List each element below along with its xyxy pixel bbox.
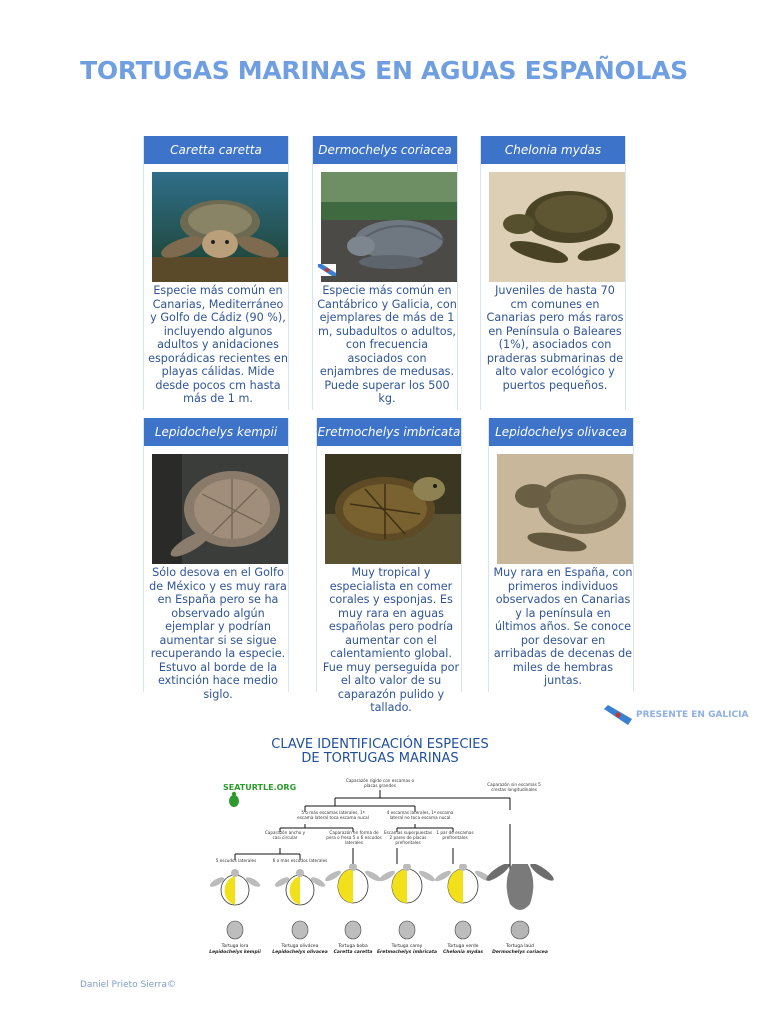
turtle-diagrams — [205, 864, 555, 944]
species-card-eretmochelys — [316, 418, 462, 714]
turtle-diagram-kempii — [209, 869, 262, 939]
species-name: Lepidochelys kempii — [144, 418, 288, 446]
species-card-caretta — [143, 136, 289, 410]
species-name: Lepidochelys olivacea — [489, 418, 633, 446]
seaturtle-logo-text: SEATURTLE.ORG — [223, 783, 297, 792]
turtle-diagram-caretta — [324, 864, 383, 939]
species-card-olivacea — [488, 418, 634, 692]
turtle-photo — [152, 172, 288, 282]
turtle-diagram-chelonia — [434, 864, 493, 939]
turtle-photo — [489, 172, 625, 282]
species-name: Caretta caretta — [144, 136, 288, 164]
species-card-kempii — [143, 418, 289, 701]
key-note-five-lat: 5 escudos laterales — [215, 858, 257, 863]
key-note-heart: Caparazón en forma de pera o fresa 5 o 6 escudos laterales — [326, 830, 382, 845]
key-note-wide: Caparazón ancho y casi circular — [264, 830, 306, 840]
galicia-flag-icon — [604, 705, 632, 725]
key-note-root: Caparazón rígido con escamas o placas grandes — [345, 778, 415, 788]
species-name: Chelonia mydas — [481, 136, 625, 164]
key-note-overlap: Escamas superpuestas 2 pares de placas prefrontales — [383, 830, 433, 845]
species-name: Dermochelys coriacea — [313, 136, 457, 164]
turtle-photo — [321, 172, 457, 282]
turtle-photo — [325, 454, 461, 564]
species-name: Eretmochelys imbricata — [317, 418, 461, 446]
turtle-photo — [152, 454, 288, 564]
key-note-one-pair: 1 par de escamas prefrontales — [436, 830, 474, 840]
species-description: Juveniles de hasta 70 cm comunes en Canarias pero más raros en Península o Baleares (1%), asociados con praderas submarinas de alto valor ecológico y puertos pequeños. — [486, 284, 624, 392]
key-note-four: 4 escamas laterales, 1ª escama lateral no toca escama nucal — [386, 810, 454, 820]
key-note-six-lat: 6 o más escudos laterales — [272, 858, 328, 863]
key-species-label: Tortuga laúd Dermochelys coriacea — [492, 944, 548, 955]
key-note-five-more: 5 o más escamas laterales, 1ª escama lateral toca escama nucal — [297, 810, 369, 820]
turtle-diagram-dermochelys — [484, 864, 555, 939]
galicia-legend-label: PRESENTE EN GALICIA — [636, 710, 749, 720]
key-species-label: Tortuga verde Chelonia mydas — [442, 944, 484, 955]
key-species-label: Tortuga carey Eretmochelys imbricata — [376, 944, 438, 955]
galicia-flag-icon — [318, 264, 336, 276]
species-description: Especie más común en Cantábrico y Galicia, con ejemplares de más de 1 m, subadultos o adultos, con frecuencia asociados con enjambres de medusas. Puede superar los 500 kg. — [317, 284, 457, 405]
key-species-label: Tortuga olivácea Lepidochelys olivacea — [272, 944, 328, 955]
turtle-photo — [497, 454, 633, 564]
species-description: Muy rara en España, con primeros individuos observados en Canarias y la península en últimos años. Se conoce por desovar en arribadas de decenas de miles de hembras juntas. — [493, 566, 633, 687]
turtle-diagram-eretmochelys — [378, 864, 437, 939]
key-species-label: Tortuga boba Caretta caretta — [333, 944, 373, 955]
identification-key — [205, 728, 555, 960]
species-card-dermochelys — [312, 136, 458, 410]
author-credit: Daniel Prieto Sierra© — [80, 980, 176, 990]
key-species-label: Tortuga lora Lepidochelys kempii — [209, 944, 261, 955]
key-title-line2: DE TORTUGAS MARINAS — [301, 751, 459, 766]
species-card-chelonia — [480, 136, 626, 410]
key-note-leather: Caparazón sin escamas 5 crestas longitudinales — [487, 782, 541, 792]
species-description: Sólo desova en el Golfo de México y es muy rara en España pero se ha observado algún ejemplar y podrían aumentar si se sigue recuperando la especie. Estuvo al borde de la extinción hace medio siglo. — [149, 566, 287, 701]
key-title-line1: CLAVE IDENTIFICACIÓN ESPECIES — [271, 737, 489, 752]
page-title: TORTUGAS MARINAS EN AGUAS ESPAÑOLAS — [80, 56, 688, 85]
species-description: Muy tropical y especialista en comer corales y esponjas. Es muy rara en aguas españolas pero podría aumentar con el calentamiento global. Fue muy perseguida por el alto valor de su caparazón pulido y tallado. — [322, 566, 460, 714]
galicia-legend — [604, 704, 748, 726]
turtle-diagram-olivacea — [274, 869, 327, 939]
species-description: Especie más común en Canarias, Mediterráneo y Golfo de Cádiz (90 %), incluyendo algunos adultos y anidaciones esporádicas recientes en playas cálidas. Mide desde pocos cm hasta más de 1 m. — [148, 284, 288, 405]
